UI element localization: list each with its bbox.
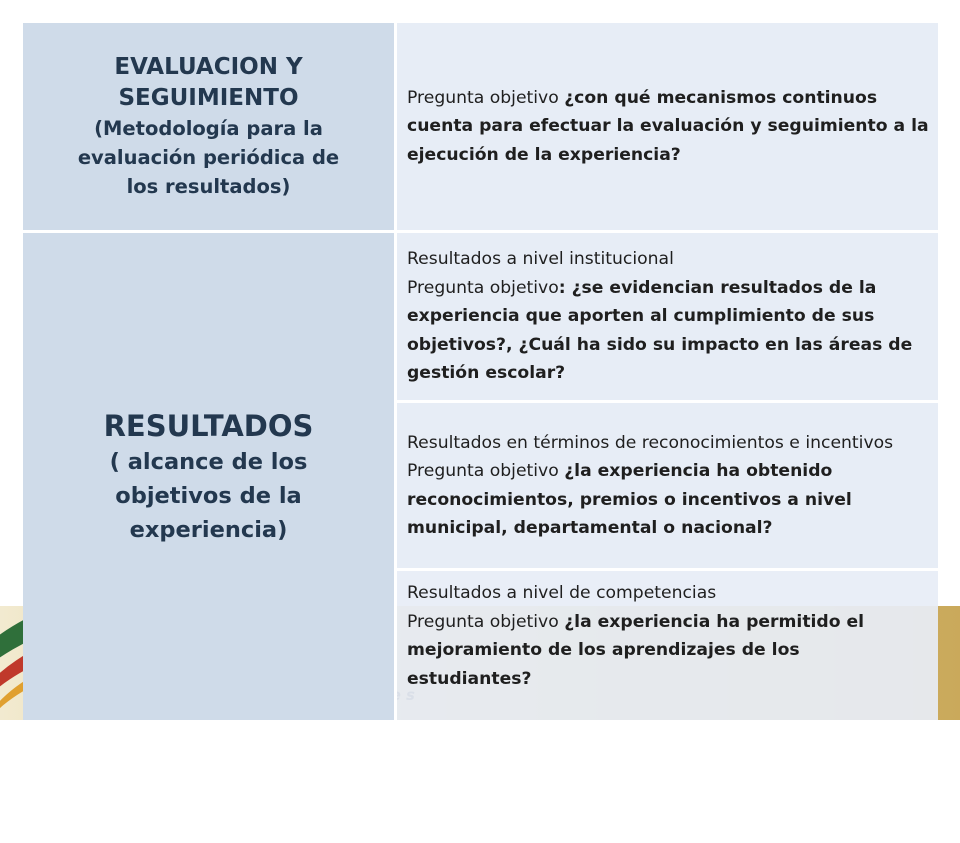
- evaluacion-title-line1: EVALUACION Y: [114, 54, 303, 80]
- item-question-text: [407, 274, 930, 388]
- question-prefix: Pregunta objetivo: [407, 277, 559, 298]
- resultados-subtitle-line3: experiencia): [129, 516, 288, 543]
- evaluacion-subtitle-line2: evaluación periódica de: [77, 146, 340, 169]
- question-prefix: Pregunta objetivo: [407, 611, 565, 632]
- content-table: [23, 23, 938, 720]
- question-prefix: Pregunta objetivo: [407, 87, 565, 108]
- resultados-reconocimientos-cell: [397, 403, 938, 571]
- item-question-text: [407, 457, 930, 543]
- resultados-institucional-cell: [397, 233, 938, 403]
- resultados-subtitle-line2: objetivos de la: [115, 482, 302, 509]
- evaluacion-question-text: [407, 84, 930, 170]
- evaluacion-heading-cell: [23, 23, 397, 233]
- item-heading: Resultados a nivel de competencias: [407, 583, 717, 603]
- question-prefix: Pregunta objetivo: [407, 461, 565, 481]
- evaluacion-question-cell: [397, 23, 938, 233]
- question-bold: ¿la experiencia ha obtenido reconocimientos, premios o incentivos a nivel municipal, departamental o nacional?: [407, 461, 852, 538]
- evaluacion-subtitle-line1: (Metodología para la: [94, 117, 323, 140]
- evaluacion-subtitle-line3: los resultados): [126, 175, 291, 198]
- item-heading: Resultados a nivel institucional: [407, 249, 674, 270]
- question-bold: ¿la experiencia ha permitido el mejoramiento de los aprendizajes de los estudiantes?: [407, 611, 865, 689]
- resultados-competencias-cell: [397, 571, 938, 720]
- resultados-title: RESULTADOS: [103, 408, 314, 443]
- item-heading: Resultados en términos de reconocimientos e incentivos: [407, 432, 894, 453]
- resultados-subtitle-line1: ( alcance de los: [109, 448, 308, 475]
- question-bold: : ¿se evidencian resultados de la experiencia que aporten al cumplimiento de sus objetivos?, ¿Cuál ha sido su impacto en las áreas de gestión escolar?: [407, 277, 913, 384]
- resultados-heading-cell: [23, 233, 397, 720]
- item-question-text: [407, 608, 930, 694]
- question-bold: ¿con qué mecanismos continuos cuenta para efectuar la evaluación y seguimiento a la ejecución de la experiencia?: [407, 87, 929, 165]
- evaluacion-title-line2: SEGUIMIENTO: [118, 85, 299, 111]
